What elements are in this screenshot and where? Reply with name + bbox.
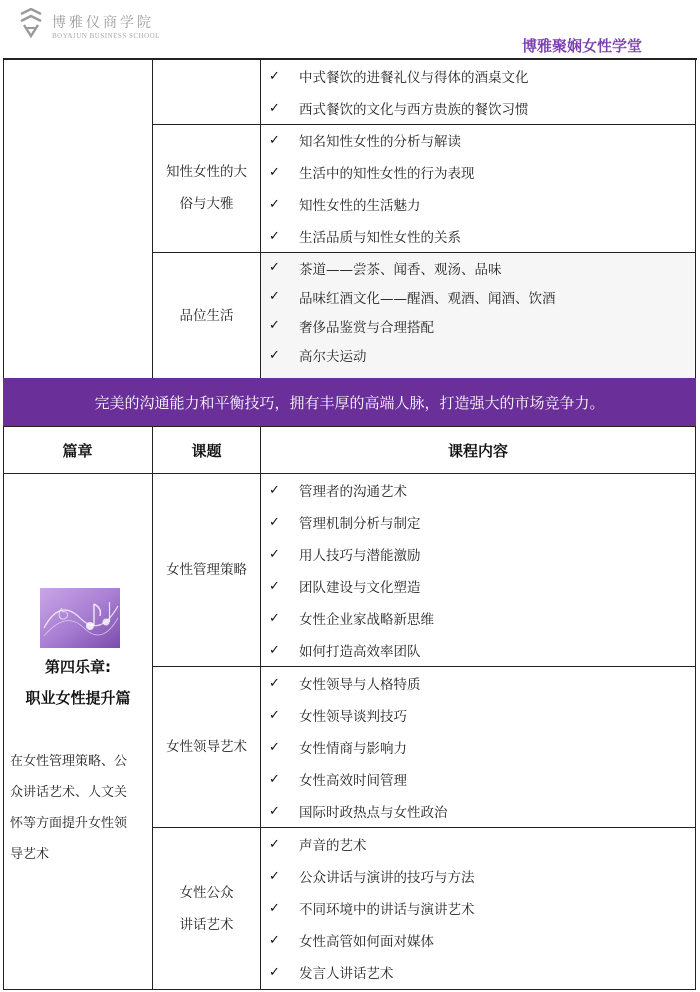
desc-line: 导艺术 (10, 847, 50, 862)
item-text: 国际时政热点与女性政治 (299, 805, 448, 821)
check-icon: ✓ (269, 514, 280, 530)
check-icon: ✓ (269, 196, 280, 212)
topic-line: 俗与大雅 (179, 196, 234, 212)
check-icon: ✓ (269, 228, 280, 244)
logo-english-name: BOYAJUN BUSINESS SCHOOL (52, 32, 160, 40)
header-text: 课程内容 (447, 441, 508, 460)
list-item (261, 92, 529, 124)
check-icon: ✓ (269, 132, 280, 148)
desc-line: 怀等方面提升女性领 (10, 816, 128, 831)
item-text: 生活品质与知性女性的关系 (299, 230, 461, 246)
item-text: 奢侈品鉴赏与合理搭配 (299, 319, 434, 336)
check-icon: ✓ (269, 610, 280, 626)
item-text: 女性领导谈判技巧 (299, 709, 407, 725)
list-item (261, 667, 421, 699)
item-text: 知名知性女性的分析与解读 (299, 134, 461, 150)
check-icon: ✓ (269, 707, 280, 723)
item-text: 品味红酒文化——醒酒、观酒、闻酒、饮酒 (299, 290, 556, 307)
topic-public-speaking (153, 828, 260, 989)
topic-intellectual-women (153, 124, 260, 252)
chapter-number: 第四乐章: (45, 658, 111, 676)
list-item (261, 860, 475, 892)
list-item (261, 124, 461, 156)
item-text: 公众讲话与演讲的技巧与方法 (299, 870, 475, 886)
check-icon: ✓ (269, 675, 280, 691)
list-item (261, 795, 448, 827)
list-item (261, 731, 407, 763)
list-item (261, 570, 421, 602)
item-text: 女性情商与影响力 (299, 741, 407, 757)
brand-title: 博雅聚娴女性学堂 (522, 37, 643, 55)
item-text: 女性领导与人格特质 (299, 677, 421, 693)
item-text: 高尔夫运动 (299, 349, 367, 365)
item-text: 团队建设与文化塑造 (299, 580, 421, 596)
item-text: 发言人讲话艺术 (299, 966, 394, 982)
list-item (261, 340, 367, 370)
header-text: 课题 (191, 441, 222, 460)
list-item (261, 220, 461, 252)
list-item (261, 956, 394, 988)
list-item (261, 282, 556, 311)
content-group-dining (261, 60, 695, 124)
check-icon: ✓ (269, 900, 280, 916)
topic-text: 女性管理策略 (166, 562, 247, 578)
header-content (261, 427, 695, 473)
list-item (261, 311, 434, 340)
chapter-description (10, 746, 150, 870)
topic-line: 女性公众 (179, 884, 234, 901)
music-notes-image-icon (40, 588, 120, 648)
list-item (261, 474, 407, 506)
topic-management-strategy (153, 474, 260, 666)
item-text: 管理机制分析与制定 (299, 516, 421, 532)
list-item (261, 763, 407, 795)
course-table (3, 60, 696, 990)
check-icon: ✓ (269, 803, 280, 819)
item-text: 西式餐饮的文化与西方贵族的餐饮习惯 (299, 102, 529, 118)
header-topic (153, 427, 260, 473)
desc-line: 在女性管理策略、公 (10, 754, 128, 769)
chapter-title: 职业女性提升篇 (25, 689, 131, 707)
item-text: 女性高效时间管理 (299, 773, 407, 789)
list-item (261, 188, 421, 220)
check-icon: ✓ (269, 260, 280, 275)
check-icon: ✓ (269, 739, 280, 755)
list-item (261, 602, 434, 634)
content-group-leadership (261, 667, 695, 827)
list-item (261, 156, 475, 188)
list-item (261, 699, 407, 731)
content-group-speaking (261, 828, 695, 989)
check-icon: ✓ (269, 164, 280, 180)
topic-line: 讲话艺术 (179, 916, 234, 933)
list-item (261, 506, 421, 538)
school-logo (18, 6, 218, 42)
item-text: 茶道——尝茶、闻香、观汤、品味 (299, 261, 502, 278)
content-group-taste (261, 253, 695, 378)
list-item (261, 538, 421, 570)
check-icon: ✓ (269, 932, 280, 948)
item-text: 不同环境中的讲话与演讲艺术 (299, 902, 475, 918)
item-text: 中式餐饮的进餐礼仪与得体的酒桌文化 (299, 70, 529, 86)
list-item (261, 60, 529, 92)
topic-text: 女性领导艺术 (166, 739, 247, 755)
topic-leadership-art (153, 667, 260, 827)
check-icon: ✓ (269, 482, 280, 498)
item-text: 女性高管如何面对媒体 (299, 934, 434, 950)
list-item (261, 828, 367, 860)
check-icon: ✓ (269, 546, 280, 562)
header-text: 篇章 (62, 441, 93, 460)
chapter-cell (4, 474, 152, 989)
item-text: 如何打造高效率团队 (299, 644, 421, 660)
check-icon: ✓ (269, 868, 280, 884)
purple-banner (3, 378, 696, 426)
check-icon: ✓ (269, 318, 280, 333)
list-item (261, 253, 502, 282)
item-text: 管理者的沟通艺术 (299, 484, 407, 500)
logo-emblem-icon (18, 8, 44, 38)
check-icon: ✓ (269, 836, 280, 852)
table-bottom-border (3, 989, 696, 990)
logo-chinese-name: 博雅仪商学院 (52, 15, 154, 31)
header-chapter (3, 427, 152, 473)
item-text: 生活中的知性女性的行为表现 (299, 166, 475, 182)
list-item (261, 634, 421, 666)
topic-taste-life (153, 253, 260, 378)
list-item (261, 924, 434, 956)
content-group-management (261, 474, 695, 666)
topic-line: 知性女性的大 (166, 164, 247, 180)
check-icon: ✓ (269, 68, 280, 84)
list-item (261, 892, 475, 924)
topic-text: 品位生活 (179, 307, 234, 324)
check-icon: ✓ (269, 578, 280, 594)
item-text: 知性女性的生活魅力 (299, 198, 421, 214)
check-icon: ✓ (269, 964, 280, 980)
check-icon: ✓ (269, 642, 280, 658)
check-icon: ✓ (269, 771, 280, 787)
content-group-intellectual (261, 124, 695, 252)
desc-line: 众讲话艺术、人文关 (10, 785, 128, 800)
table-right-border (695, 60, 696, 990)
item-text: 用人技巧与潜能激励 (299, 548, 421, 564)
check-icon: ✓ (269, 100, 280, 116)
check-icon: ✓ (269, 289, 280, 304)
banner-text: 完美的沟通能力和平衡技巧，拥有丰厚的高端人脉，打造强大的市场竞争力。 (94, 393, 605, 412)
item-text: 女性企业家战略新思维 (299, 612, 434, 628)
item-text: 声音的艺术 (299, 838, 367, 854)
check-icon: ✓ (269, 347, 280, 363)
